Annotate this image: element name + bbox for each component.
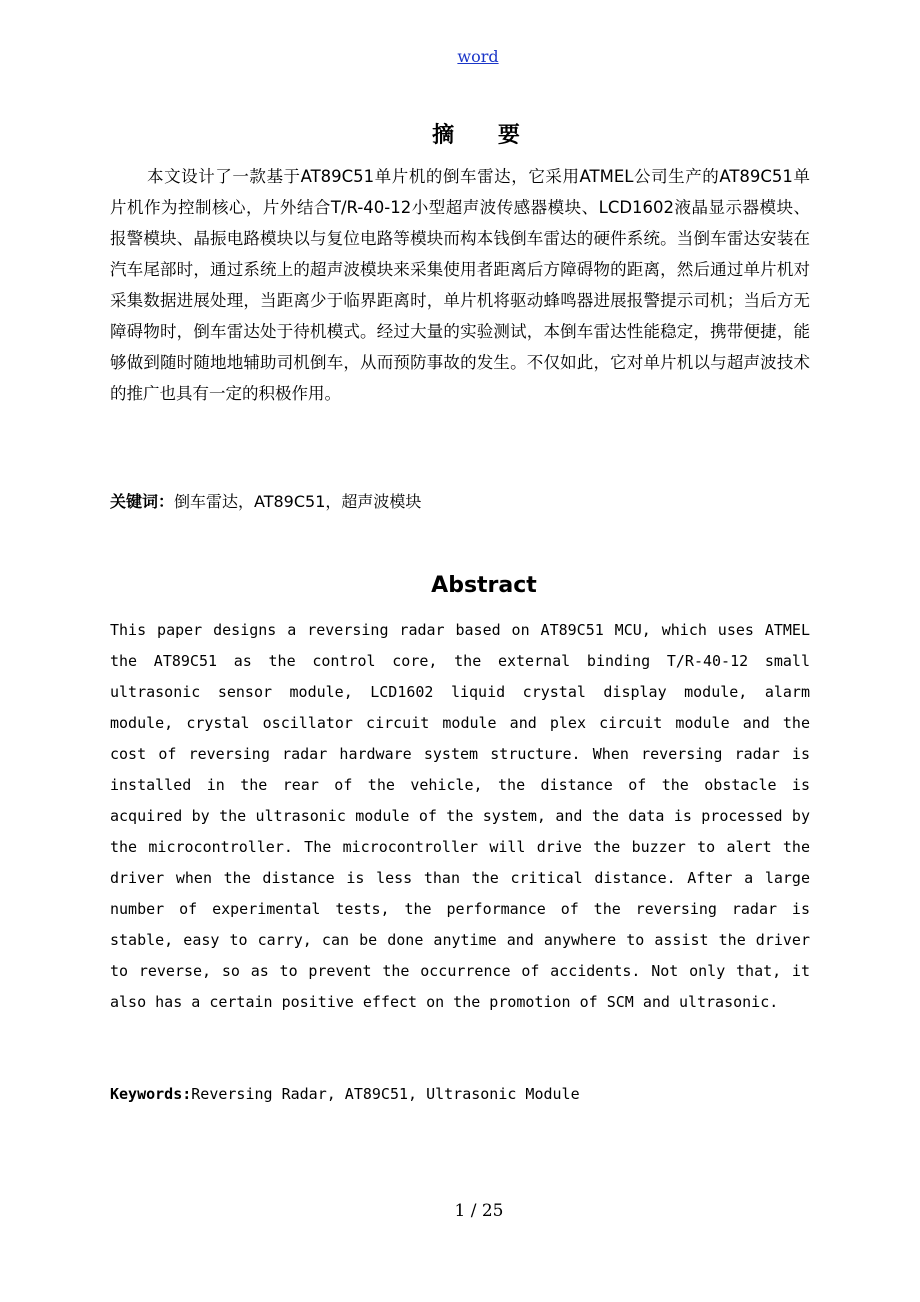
- english-keywords-value: Reversing Radar, AT89C51, Ultrasonic Module: [191, 1085, 580, 1103]
- page-number: 1 / 25: [454, 1201, 504, 1221]
- chinese-abstract-title: 摘 要: [432, 123, 538, 148]
- english-abstract-title: Abstract: [431, 573, 537, 598]
- chinese-abstract-body: 本文设计了一款基于AT89C51单片机的倒车雷达，它采用ATMEL公司生产的AT89C51单片机作为控制核心，片外结合T/R-40-12小型超声波传感器模块、LCD1602液晶显示器模块、报警模块、晶振电路模块以与复位电路等模块而构本钱倒车雷达的硬件系统。当倒车雷达安装在汽车尾部时，通过系统上的超声波模块来采集使用者距离后方障碍物的距离，然后通过单片机对采集数据进展处理，当距离少于临界距离时，单片机将驱动蜂鸣器进展报警提示司机；当后方无障碍物时，倒车雷达处于待机模式。经过大量的实验测试，本倒车雷达性能稳定，携带便捷，能够做到随时随地地辅助司机倒车，从而预防事故的发生。不仅如此，它对单片机以与超声波技术的推广也具有一定的积极作用。: [110, 167, 810, 403]
- chinese-keywords-value: 倒车雷达，AT89C51，超声波模块: [174, 492, 422, 511]
- english-abstract-body: This paper designs a reversing radar based on AT89C51 MCU, which uses ATMEL the AT89C51 as the control core, the external binding T/R-40-12 small ultrasonic sensor module, LCD1602 liquid crystal display module, alarm module, crystal oscillator circuit module and plex circuit module and the cost of reversing radar hardware system structure. When reversing radar is installed in the rear of the vehicle, the distance of the obstacle is acquired by the ultrasonic module of the system, and the data is processed by the microcontroller. The microcontroller will drive the buzzer to alert the driver when the distance is less than the critical distance. After a large number of experimental tests, the performance of the reversing radar is stable, easy to carry, can be done anytime and anywhere to assist the driver to reverse, so as to prevent the occurrence of accidents. Not only that, it also has a certain positive effect on the promotion of SCM and ultrasonic.: [110, 621, 810, 1011]
- english-keywords-label: Keywords:: [110, 1085, 192, 1103]
- chinese-keywords-label: 关键词：: [110, 492, 175, 511]
- chinese-keywords: [110, 489, 810, 515]
- header-word-link[interactable]: word: [457, 47, 499, 66]
- english-keywords: [110, 1081, 830, 1107]
